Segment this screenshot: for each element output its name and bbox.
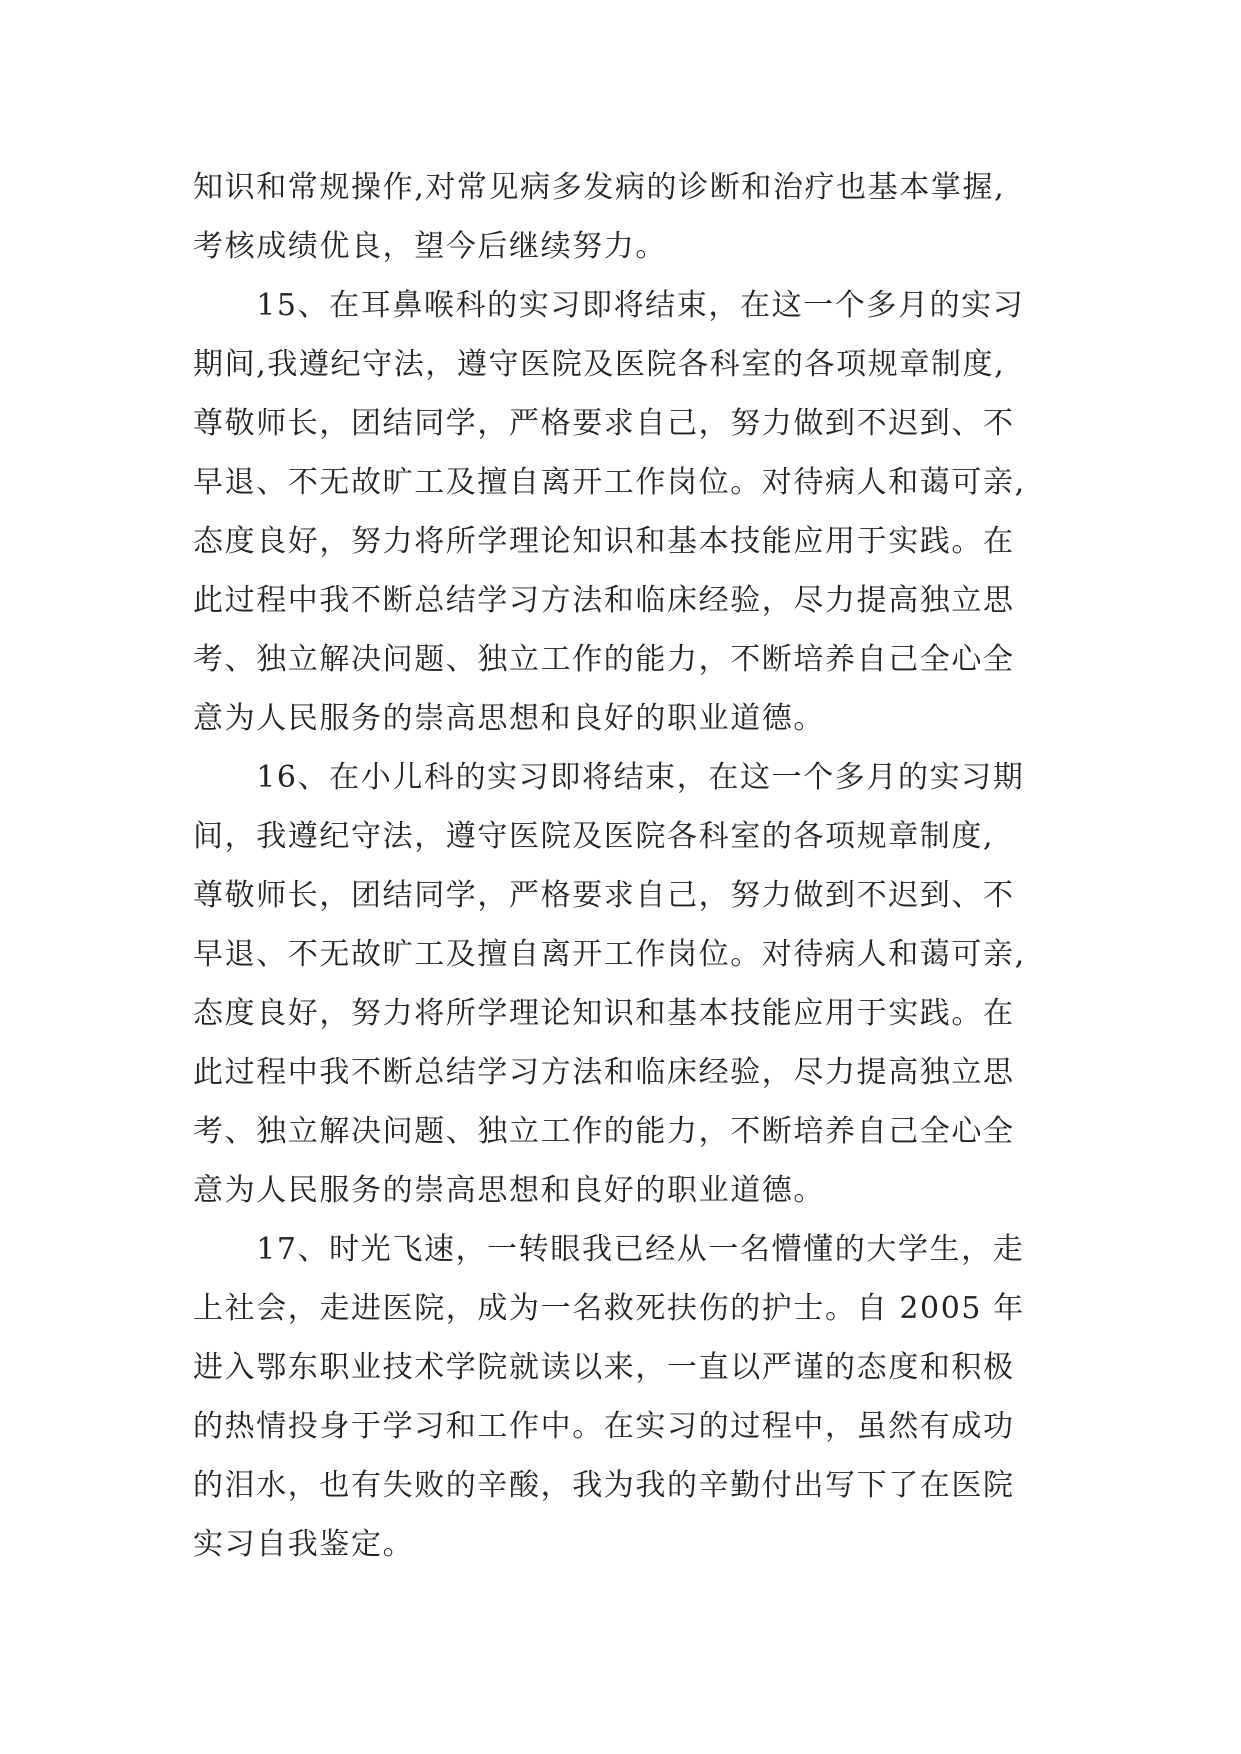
paragraph-continuation [193, 158, 1093, 276]
text-line: 考、独立解决问题、独立工作的能力，不断培养自己全心全 [193, 642, 1015, 677]
document-body [193, 158, 1093, 1574]
paragraph-17 [193, 1220, 1093, 1574]
text-line: 考核成绩优良，望今后继续努力。 [193, 229, 667, 264]
text-line: 进入鄂东职业技术学院就读以来，一直以严谨的态度和积极 [193, 1350, 1015, 1385]
paragraph-16 [193, 748, 1093, 1220]
text-line: 态度良好，努力将所学理论知识和基本技能应用于实践。在 [193, 996, 1015, 1031]
text-line: 期间,我遵纪守法，遵守医院及医院各科室的各项规章制度, [193, 347, 1006, 382]
text-line: 的泪水，也有失败的辛酸，我为我的辛勤付出写下了在医院 [193, 1468, 1015, 1503]
paragraph-15 [193, 276, 1093, 748]
text-line: 尊敬师长，团结同学，严格要求自己，努力做到不迟到、不 [193, 878, 1015, 913]
text-line: 尊敬师长，团结同学，严格要求自己，努力做到不迟到、不 [193, 406, 1015, 441]
text-line: 意为人民服务的崇高思想和良好的职业道德。 [193, 701, 825, 736]
text-line: 实习自我鉴定。 [193, 1527, 415, 1562]
text-line: 早退、不无故旷工及擅自离开工作岗位。对待病人和蔼可亲, [193, 937, 1026, 972]
text-line: 知识和常规操作,对常见病多发病的诊断和治疗也基本掌握, [193, 170, 1006, 205]
text-line: 早退、不无故旷工及擅自离开工作岗位。对待病人和蔼可亲, [193, 465, 1026, 500]
text-line: 此过程中我不断总结学习方法和临床经验，尽力提高独立思 [193, 1055, 1015, 1090]
text-line: 上社会，走进医院，成为一名救死扶伤的护士。自 2005 年 [193, 1291, 1025, 1326]
text-line: 间，我遵纪守法，遵守医院及医院各科室的各项规章制度, [193, 819, 995, 854]
text-line: 意为人民服务的崇高思想和良好的职业道德。 [193, 1173, 825, 1208]
text-line: 的热情投身于学习和工作中。在实习的过程中，虽然有成功 [193, 1409, 1015, 1444]
text-line: 16、在小儿科的实习即将结束，在这一个多月的实习期 [193, 760, 1025, 795]
text-line: 考、独立解决问题、独立工作的能力，不断培养自己全心全 [193, 1114, 1015, 1149]
text-line: 态度良好，努力将所学理论知识和基本技能应用于实践。在 [193, 524, 1015, 559]
text-line: 此过程中我不断总结学习方法和临床经验，尽力提高独立思 [193, 583, 1015, 618]
text-line: 15、在耳鼻喉科的实习即将结束，在这一个多月的实习 [193, 288, 1025, 323]
text-line: 17、时光飞速，一转眼我已经从一名懵懂的大学生，走 [193, 1232, 1025, 1267]
